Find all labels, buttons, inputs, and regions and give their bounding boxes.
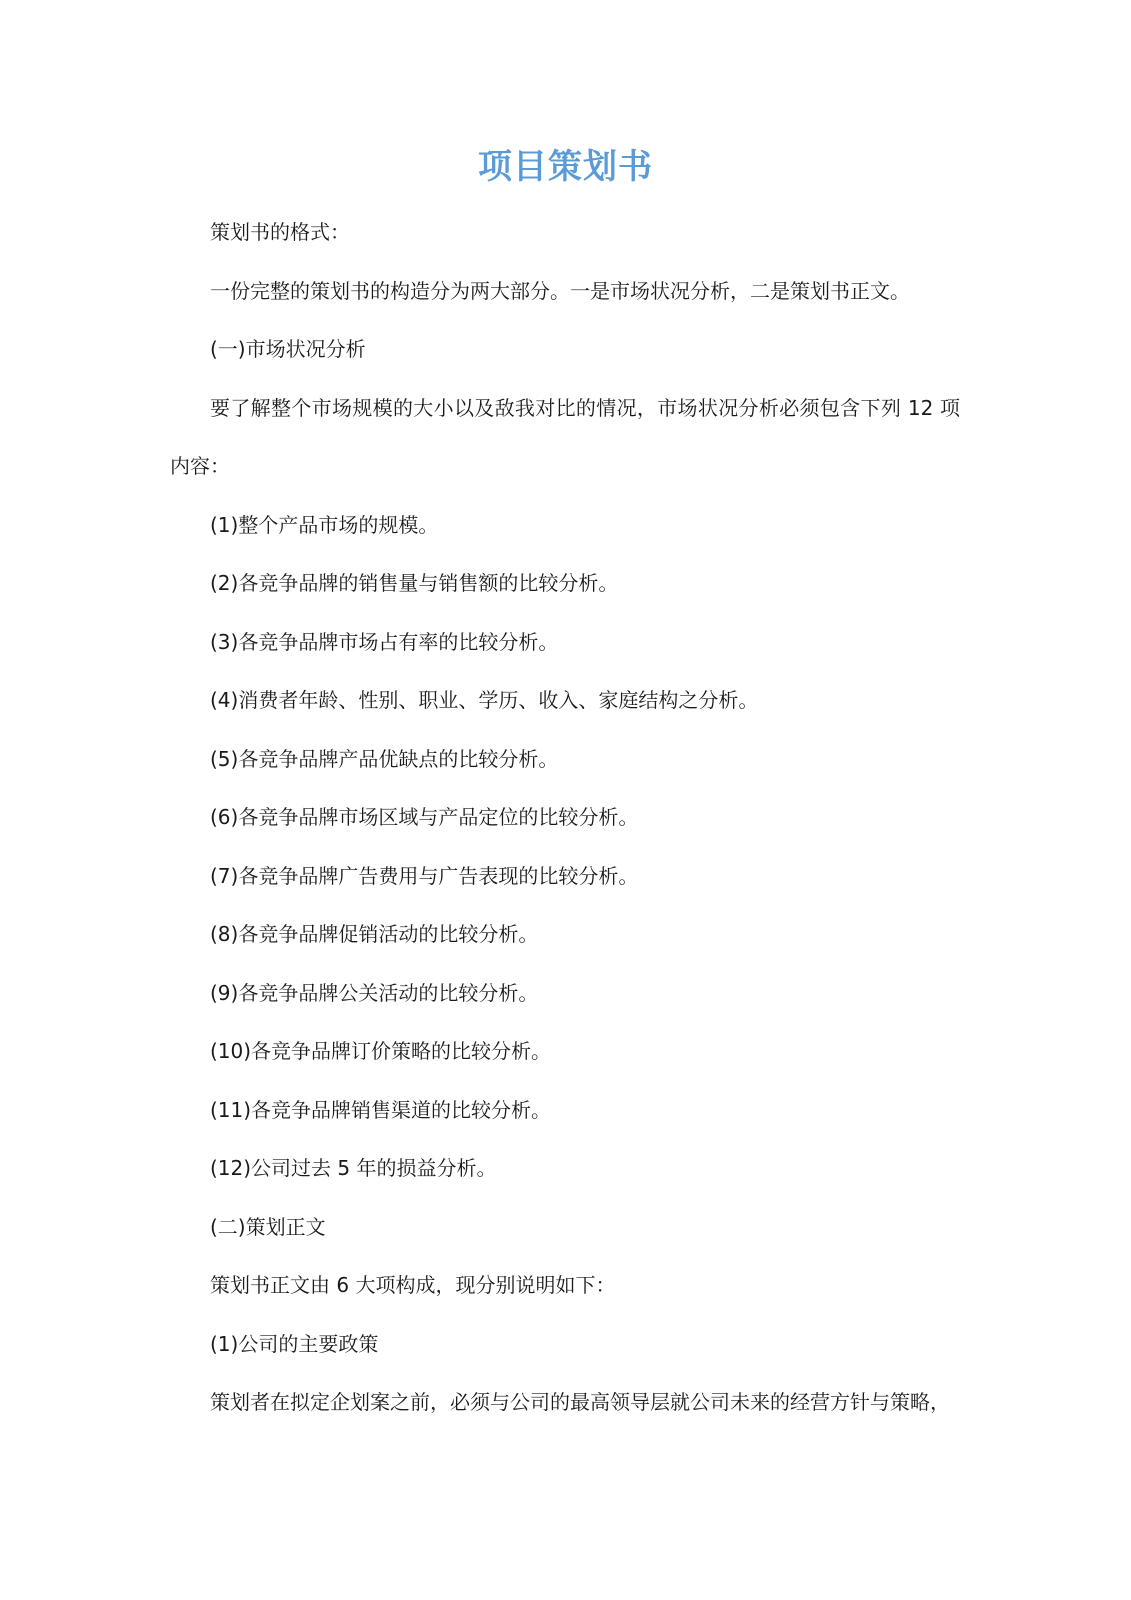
paragraph-company-policy: 策划者在拟定企划案之前，必须与公司的最高领导层就公司未来的经营方针与策略， (210, 1390, 950, 1414)
section-heading-proposal-body: (二)策划正文 (210, 1214, 326, 1239)
list-item: (3)各竞争品牌市场占有率的比较分析。 (210, 629, 559, 654)
document-title: 项目策划书 (478, 147, 653, 187)
paragraph-market-intro: 要了解整个市场规模的大小以及敌我对比的情况，市场状况分析必须包含下列 12 项内容： (170, 395, 960, 478)
list-item: (1)整个产品市场的规模。 (210, 512, 439, 537)
section-heading-market-analysis: (一)市场状况分析 (210, 337, 366, 361)
list-item: (12)公司过去 5 年的损益分析。 (210, 1156, 497, 1180)
paragraph-proposal-intro: 策划书正文由 6 大项构成，现分别说明如下： (210, 1273, 616, 1297)
list-item: (8)各竞争品牌促销活动的比较分析。 (210, 922, 539, 946)
list-item: (2)各竞争品牌的销售量与销售额的比较分析。 (210, 571, 619, 595)
paragraph-structure: 一份完整的策划书的构造分为两大部分。一是市场状况分析，二是策划书正文。 (210, 278, 910, 303)
subsection-heading-company-policy: (1)公司的主要政策 (210, 1331, 379, 1356)
paragraph-format-heading: 策划书的格式： (210, 220, 350, 244)
list-item: (10)各竞争品牌订价策略的比较分析。 (210, 1039, 552, 1063)
list-item: (11)各竞争品牌销售渠道的比较分析。 (210, 1097, 552, 1122)
list-item: (6)各竞争品牌市场区域与产品定位的比较分析。 (210, 805, 639, 829)
document-body (170, 203, 960, 1432)
list-item: (9)各竞争品牌公关活动的比较分析。 (210, 980, 539, 1005)
list-item: (7)各竞争品牌广告费用与广告表现的比较分析。 (210, 863, 639, 888)
list-item: (5)各竞争品牌产品优缺点的比较分析。 (210, 746, 559, 771)
list-item: (4)消费者年龄、性别、职业、学历、收入、家庭结构之分析。 (210, 688, 759, 712)
